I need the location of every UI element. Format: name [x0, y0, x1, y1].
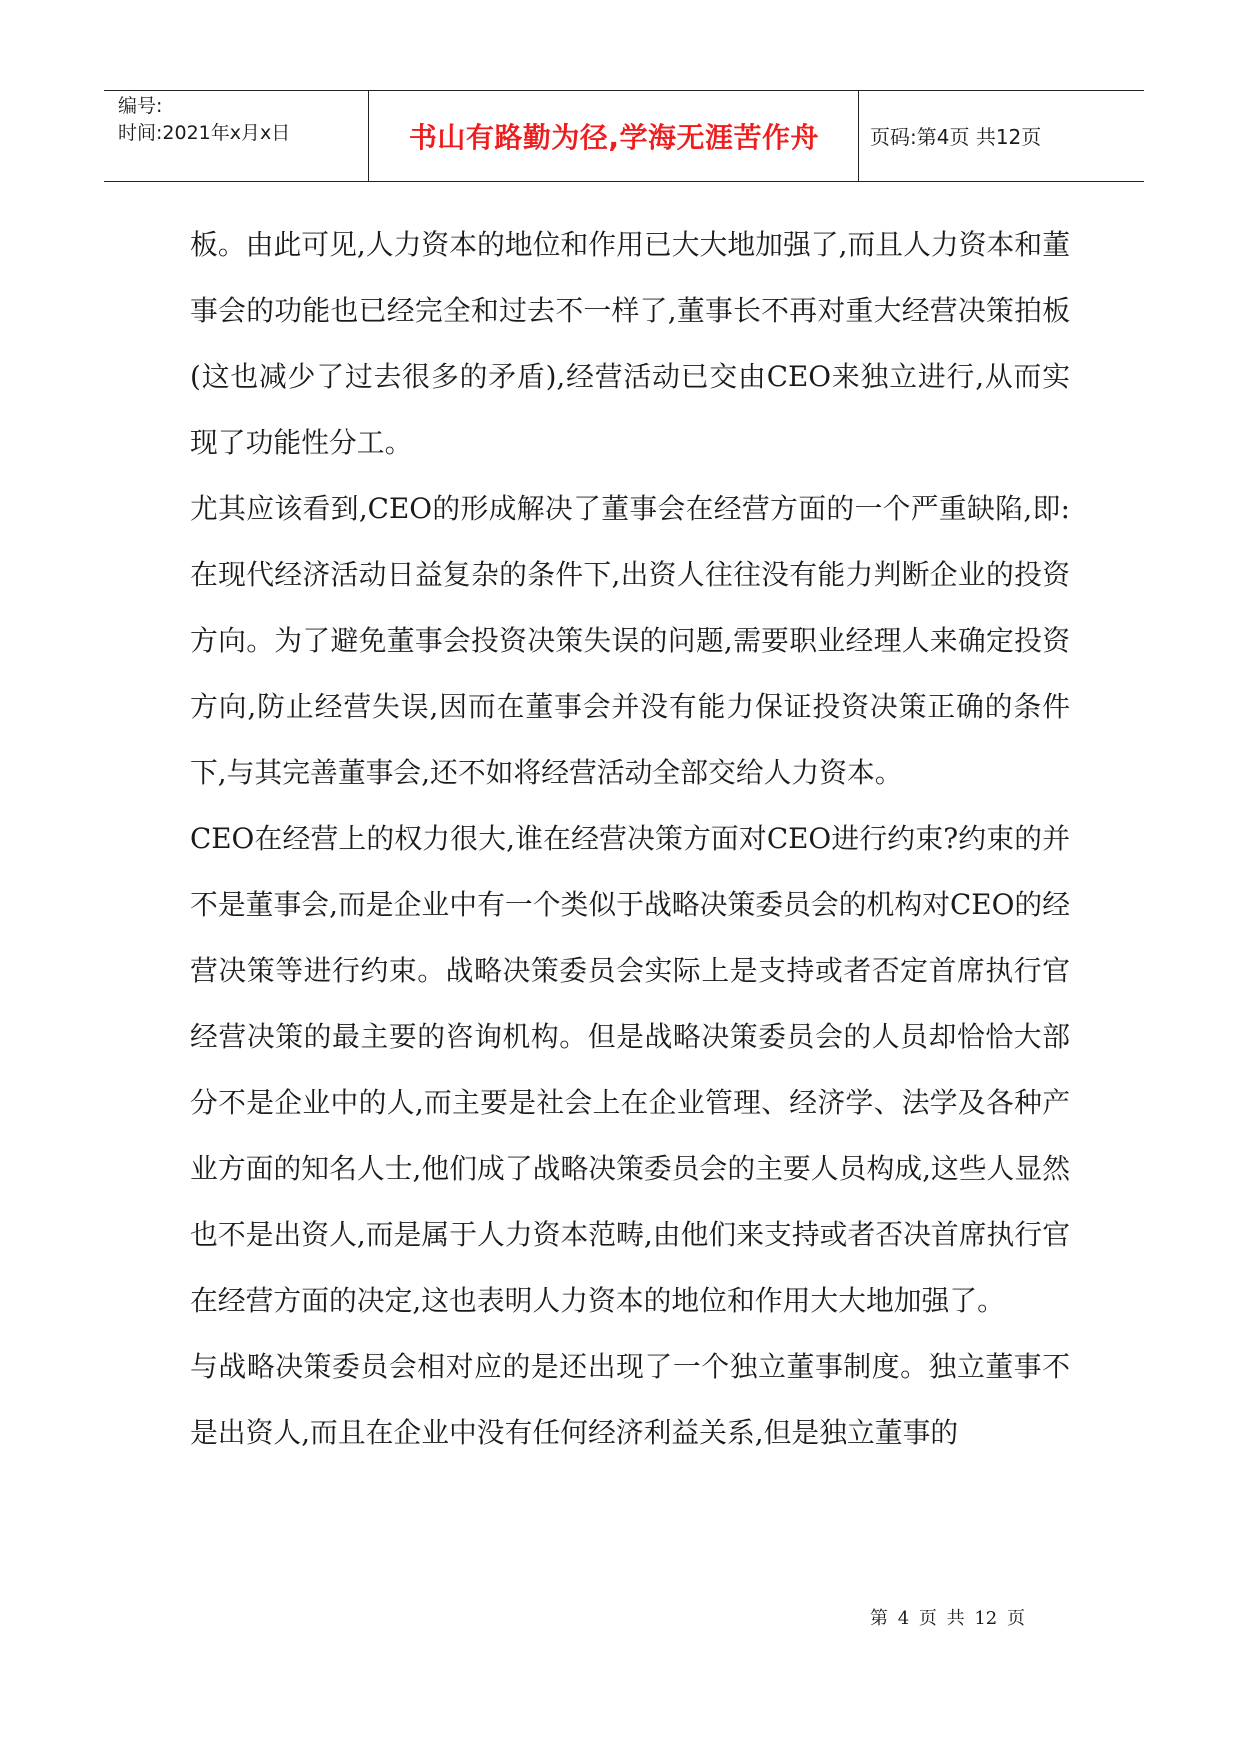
body-paragraph-4: 与战略决策委员会相对应的是还出现了一个独立董事制度。独立董事不是出资人,而且在企业中没有任何经济利益关系,但是独立董事的 — [190, 1350, 1070, 1449]
document-body — [190, 212, 1070, 1466]
body-paragraph-2: 尤其应该看到,CEO的形成解决了董事会在经营方面的一个严重缺陷,即:在现代经济活动日益复杂的条件下,出资人往往没有能力判断企业的投资方向。为了避免董事会投资决策失误的问题,需要职业经理人来确定投资方向,防止经营失误,因而在董事会并没有能力保证投资决策正确的条件下,与其完善董事会,还不如将经营活动全部交给人力资本。 — [190, 492, 1070, 789]
header-meta — [118, 93, 368, 147]
header-divider-right — [858, 91, 859, 181]
document-time-label: 时间:2021年x月x日 — [118, 122, 291, 144]
page-header — [104, 90, 1144, 182]
body-paragraph-3: CEO在经营上的权力很大,谁在经营决策方面对CEO进行约束?约束的并不是董事会,而是企业中有一个类似于战略决策委员会的机构对CEO的经营决策等进行约束。战略决策委员会实际上是支持或者否定首席执行官经营决策的最主要的咨询机构。但是战略决策委员会的人员却恰恰大部分不是企业中的人,而主要是社会上在企业管理、经济学、法学及各种产业方面的知名人士,他们成了战略决策委员会的主要人员构成,这些人显然也不是出资人,而是属于人力资本范畴,由他们来支持或者否决首席执行官在经营方面的决定,这也表明人力资本的地位和作用大大地加强了。 — [190, 822, 1070, 1317]
document-number-label: 编号: — [118, 95, 163, 117]
header-page-number: 页码:第4页 共12页 — [870, 125, 1042, 149]
header-motto: 书山有路勤为径,学海无涯苦作舟 — [408, 120, 820, 154]
body-paragraph-1: 板。由此可见,人力资本的地位和作用已大大地加强了,而且人力资本和董事会的功能也已经完全和过去不一样了,董事长不再对重大经营决策拍板(这也减少了过去很多的矛盾),经营活动已交由CEO来独立进行,从而实现了功能性分工。 — [190, 228, 1070, 459]
header-divider-left — [368, 91, 369, 181]
page-footer: 第 4 页 共 12 页 — [870, 1608, 1025, 1629]
